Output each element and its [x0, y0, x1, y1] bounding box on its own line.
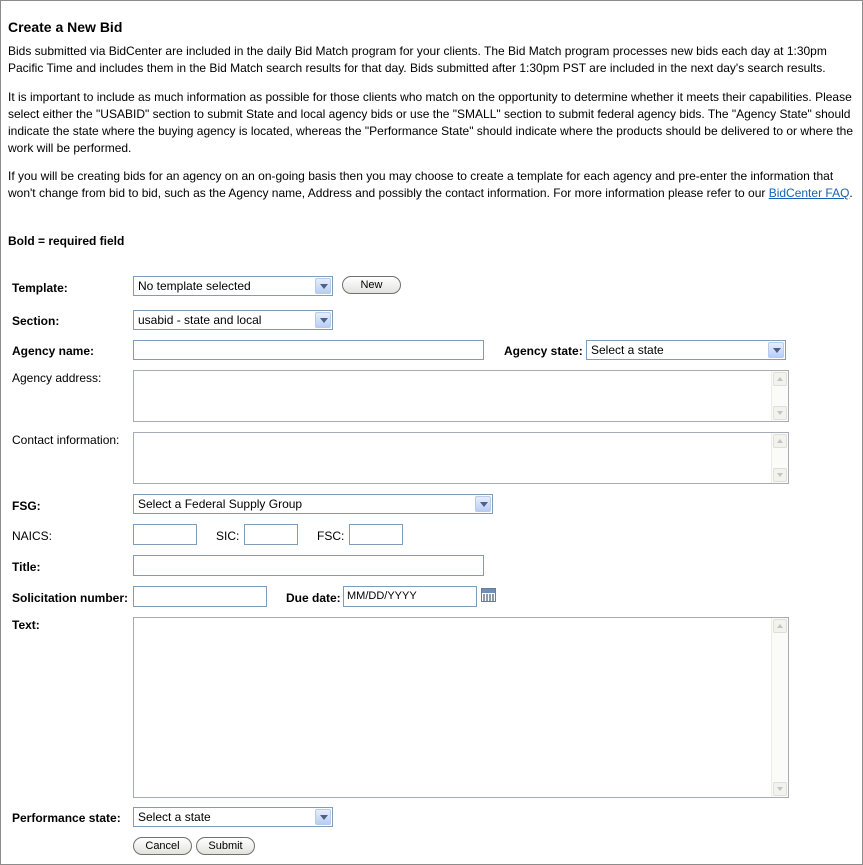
section-select[interactable] [133, 310, 333, 330]
intro-paragraph-2: It is important to include as much information as possible for those clients who match on the opportunity to determine whether it meets their capabilities. Please select either the "USABID" section to submit State and local agency bids or use the "SMALL" section to submit federal agency bids. The "Agency State" should indicate the state where the buying agency is located, whereas the "Performance State" should indicate where the products should be delivered to or where the work will be performed. [8, 90, 854, 155]
fsg-select[interactable] [133, 494, 493, 514]
performance-state-label: Performance state: [12, 811, 121, 825]
new-template-button[interactable]: New [342, 276, 401, 294]
intro-paragraph-3-end: . [849, 186, 853, 200]
sic-input[interactable] [244, 524, 298, 545]
performance-state-select-value: Select a state [138, 810, 211, 824]
due-date-input[interactable]: MM/DD/YYYY [343, 586, 477, 607]
section-select-value: usabid - state and local [138, 313, 262, 327]
agency-name-input[interactable] [133, 340, 484, 360]
title-label: Title: [12, 560, 41, 574]
solicitation-number-label: Solicitation number: [12, 591, 129, 605]
agency-name-label: Agency name: [12, 344, 95, 358]
calendar-icon[interactable] [481, 588, 496, 602]
scroll-up-icon[interactable] [773, 372, 787, 386]
template-label: Template: [12, 281, 68, 295]
intro-paragraph-3-text: If you will be creating bids for an agency on an on-going basis then you may choose to create a template for each agency and pre-enter the information that won't change from bid to bid, such as the Agency name, Address and possibly the contact information. For more information please refer to our [8, 169, 834, 200]
fsc-label: FSC: [317, 529, 345, 543]
chevron-down-icon [475, 496, 491, 512]
submit-button[interactable]: Submit [196, 837, 255, 855]
title-input[interactable] [133, 555, 484, 576]
naics-label: NAICS: [12, 529, 53, 543]
performance-state-select[interactable] [133, 807, 333, 827]
sic-label: SIC: [216, 529, 240, 543]
scroll-down-icon[interactable] [773, 468, 787, 482]
agency-address-textarea[interactable] [133, 370, 789, 422]
agency-state-select[interactable] [586, 340, 786, 360]
template-select[interactable] [133, 276, 333, 296]
agency-state-label: Agency state: [504, 344, 583, 358]
cancel-button[interactable]: Cancel [133, 837, 192, 855]
section-label: Section: [12, 314, 60, 328]
bidcenter-faq-link[interactable]: BidCenter FAQ [768, 186, 850, 200]
chevron-down-icon [768, 342, 784, 358]
scroll-up-icon[interactable] [773, 434, 787, 448]
scroll-down-icon[interactable] [773, 406, 787, 420]
contact-information-textarea[interactable] [133, 432, 789, 484]
agency-state-select-value: Select a state [591, 343, 664, 357]
required-field-note: Bold = required field [8, 234, 125, 248]
naics-input[interactable] [133, 524, 197, 545]
text-textarea[interactable] [133, 617, 789, 798]
due-date-label: Due date: [286, 591, 341, 605]
scroll-down-icon[interactable] [773, 782, 787, 796]
fsg-label: FSG: [12, 499, 41, 513]
contact-information-label: Contact information: [12, 433, 120, 447]
template-select-value: No template selected [138, 279, 251, 293]
scrollbar[interactable] [771, 371, 788, 421]
agency-address-label: Agency address: [12, 371, 102, 385]
text-label: Text: [12, 618, 40, 632]
chevron-down-icon [315, 809, 331, 825]
intro-paragraph-3 [8, 168, 854, 202]
fsc-input[interactable] [349, 524, 403, 545]
solicitation-number-input[interactable] [133, 586, 267, 607]
chevron-down-icon [315, 278, 331, 294]
scroll-up-icon[interactable] [773, 619, 787, 633]
page-title: Create a New Bid [8, 19, 123, 35]
chevron-down-icon [315, 312, 331, 328]
scrollbar[interactable] [771, 433, 788, 483]
intro-paragraph-1: Bids submitted via BidCenter are included in the daily Bid Match program for your clients. The Bid Match program processes new bids each day at 1:30pm Pacific Time and includes them in the Bid Match search results for that day. Bids submitted after 1:30pm PST are included in the next day's search results. [8, 44, 827, 75]
scrollbar[interactable] [771, 618, 788, 797]
fsg-select-value: Select a Federal Supply Group [138, 497, 303, 511]
